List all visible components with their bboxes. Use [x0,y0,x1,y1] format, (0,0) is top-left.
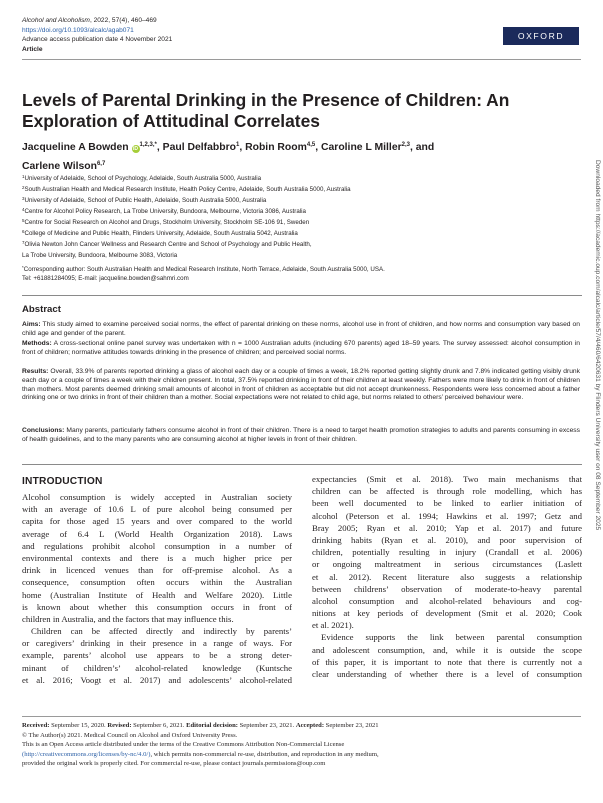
corresponding-address: Corresponding author: South Australian Health and Medical Research Institute, North Terrace, Adelaide, South Australia 5000, USA. [23,266,385,273]
text-line: drinking habits (Ryan et al. 2010), and poor supervision of [312,534,582,545]
methods-text: A cross-sectional online panel survey was undertaken with n = 1000 Australian adults (including 670 parents) aged 18–59 years. The survey assessed: alcohol consumption in front of children; normative attitudes towards drinking in the presence of children; and perceived social norms. [22,340,580,356]
affiliation [22,238,567,249]
methods-label: Methods: [22,340,52,347]
text-line: and regulations prohibit alcohol consumption in a number of [22,540,292,551]
affiliation-text: La Trobe University, Bundoora, Melbourne 3083, Victoria [22,252,178,259]
author-affiliation-marker: 6,7 [96,161,106,167]
text-line: children, potentially resulting in injury (Crandall et al. 2006) [312,547,582,558]
affiliation [22,172,567,183]
corresponding-contact: Tel: +61881284095; E-mail: jacqueline.bowden@sahmri.com [22,275,189,282]
text-line: Alcohol consumption is widely accepted in Australian society [22,492,292,502]
text-line: average of 6.4 L (World Health Organization 2018). Laws [22,528,292,539]
text-line: Bray 2005; Ryan et al. 2010; Yap et al. 2017) and future [312,522,582,533]
abstract-results [22,368,580,403]
asterisk-marker: * [22,265,24,270]
text-line: expectancies (Smit et al. 2018). Two main mechanisms that [312,474,582,484]
affiliation-number: 6 [22,229,25,234]
body-column-right [312,473,582,680]
affiliation-text: Centre for Alcohol Policy Research, La Trobe University, Bundoora, Melbourne, Victoria 3086, Australia [24,208,306,215]
journal-citation: , 2022, 57(4), 460–469 [89,17,157,24]
header-divider [22,59,581,60]
article-title: Levels of Parental Drinking in the Presence of Children: An Exploration of Attitudinal Correlates [22,90,510,131]
affiliation [22,249,567,260]
journal-header [22,16,492,54]
author-affiliation-marker: 1 [235,142,240,148]
text-line: alcohol (Peterson et al. 1994; Hawkins et al. 1997; Getz and [312,510,582,521]
text-line: et al. 2012). Recent literature also suggests a relationship [312,571,582,582]
revised-date: September 6, 2021. [131,722,187,729]
text-line: home (Australian Institute of Health and Welfare 2020). Little [22,589,292,600]
text-line: and adolescent consumption, and, while it is outside the scope [312,644,582,655]
text-line: environmental contexts and there is a much higher price per [22,552,292,563]
copyright-line: © The Author(s) 2021. Medical Council on Alcohol and Oxford University Press. [22,731,238,739]
text-line: children in Australia, and the factors that may influence this. [22,613,234,624]
license-line [22,750,581,760]
affiliation-number: 5 [22,218,25,223]
affiliation-text: University of Adelaide, School of Psychology, Adelaide, South Australia 5000, Australia [24,175,262,182]
abstract-box [22,295,582,465]
download-watermark [592,160,602,600]
author-affiliation-marker: 1,2,3,* [139,142,157,148]
text-line: children can be affected is through role modelling, which has [312,486,582,497]
article-footer [22,721,581,769]
affiliation-number: 4 [22,207,25,212]
author-affiliation-marker: 4,5 [306,142,316,148]
abstract-aims [22,321,580,339]
abstract-conclusions [22,427,580,445]
text-line: clear understanding of whether there is a level of consumption [312,669,582,679]
text-line: example, parents’ alcohol use appears to be a strong deter- [22,650,292,661]
author-affiliation-marker: 2,3 [401,142,410,148]
license-line: This is an Open Access article distributed under the terms of the Creative Commons Attribution Non-Commercial License [22,741,345,749]
body-column-left [22,491,292,686]
affiliation [22,194,567,205]
affiliation [22,216,567,227]
orcid-icon[interactable]: iD [133,146,139,152]
revised-label: Revised: [107,722,132,729]
accepted-date: September 23, 2021 [324,722,379,729]
text-line: alcohol consumption and alcohol-related behaviours and cog- [312,595,582,606]
affiliation [22,227,567,238]
affiliation-text: Olivia Newton John Cancer Wellness and Research Centre and School of Psychology and Public Health, [24,241,312,248]
accepted-label: Accepted: [295,722,325,729]
affiliation [22,205,567,216]
text-line: between childrens’ observation of moderate-to-heavy parental [312,583,582,594]
text-line: Evidence supports the link between parental consumption [321,632,582,643]
affiliation-number: 1 [22,174,25,179]
article-type: Article [22,45,43,53]
affiliation-number: 2 [22,185,25,190]
abstract-heading: Abstract [22,304,61,315]
results-label: Results: [22,368,49,375]
doi-link[interactable]: https://doi.org/10.1093/alcalc/agab071 [22,26,134,34]
author-name[interactable]: Robin Room [245,142,307,153]
author-list: Jacqueline A Bowden $iD^{1,2,3,*}$, Paul Delfabbro$^1$, Robin Room$^{4,5}$, Caroline L Miller$^{2,3}$, and Carlene Wilson$^{6,7}$ [22,142,435,172]
text-line: or caregivers’ drinking in their presence in a range of ways. For [22,638,292,649]
author-name[interactable]: Caroline L Miller [321,142,402,153]
text-line: nitions at key periods of development (Smit et al. 2020; Cook [312,608,582,619]
text-line: drink in licenced venues than for off-premise alcohol. As a [22,565,292,576]
received-date: September 15, 2020. [49,722,108,729]
aims-label: Aims: [22,321,41,328]
text-line: capita for those aged 15 years and over compared to the world [22,516,292,527]
affiliation [22,183,567,194]
received-label: Received: [22,722,50,729]
text-line: is known about whether this consumption occurs in front of [22,601,292,612]
affiliation-number: 3 [22,196,25,201]
text-line: or ongoing maltreatment in serious circumstances (Laslett [312,559,582,570]
corresponding-author [22,263,567,283]
text-line: with an average of 10.6 L of pure alcohol being consumed per [22,504,292,515]
affiliation-number: 7 [22,240,25,245]
oxford-logo: OXFORD [503,27,579,45]
download-note: Downloaded from https://academic.oup.com/alcalc/article/57/4/460/6420631 by Flinders University user on 08 September 2025 [594,160,601,531]
conclusions-label: Conclusions: [22,427,65,434]
author-name[interactable]: Paul Delfabbro [162,142,236,153]
text-line: Children can be affected directly and indirectly by parents’ [31,626,292,637]
decision-label: Editorial decision: [186,722,238,729]
affiliation-list [22,172,567,260]
affiliation-text: College of Medicine and Public Health, Flinders University, Adelaide, South Australia 5042, Australia [24,230,298,237]
results-text: Overall, 33.9% of parents reported drinking a glass of alcohol each day or a couple of times a week, 18.2% reported getting slightly drunk and 7.8% indicated getting visibly drunk each day or a couple of times a week with their children present. In total, 37.5% reported drinking in front of their children at least weekly. Fathers were more likely to drink in front of children than mothers. Most parents deemed drinking small amounts of alcohol in front of children as acceptable but did not accept drunkenness. Respondents were less concerned about a father drinking one or two drinks in front of their children than a mother. Social expectations were not related to child age, but norms related to others’ perceived behaviour were. [22,368,580,402]
affiliation-text: Centre for Social Research on Alcohol and Drugs, Stockholm University, Stockholm SE-106 91, Sweden [24,219,310,226]
journal-name: Alcohol and Alcoholism [22,17,90,24]
text-line: been well documented to be linked to earlier initiation of [312,498,582,509]
license-line: provided the original work is properly cited. For commercial re-use, please contact journals.permissions@oup.com [22,760,326,768]
author-name[interactable]: Jacqueline A Bowden [22,142,129,153]
abstract-methods [22,340,580,358]
text-line: minant of children’s’ alcohol-related knowledge (Kuntsche [22,662,292,673]
publication-note: Advance access publication date 4 November 2021 [22,36,173,44]
decision-date: September 23, 2021. [237,722,296,729]
aims-text: This study aimed to examine perceived social norms, the effect of parental drinking on these norms, alcohol use in front of children, and how norms and consumption vary based on child age and gender of the parent. [22,321,580,337]
license-text: , which permits non-commercial re-use, distribution, and reproduction in any medium, [150,750,379,758]
author-name[interactable]: Carlene Wilson [22,161,97,172]
text-line: of this paper, it is important to note that there is currently not a [312,656,582,667]
license-link[interactable]: (http://creativecommons.org/licenses/by-nc/4.0/) [22,750,151,758]
affiliation-text: University of Adelaide, School of Public Health, Adelaide, South Australia 5000, Australia [24,197,267,204]
section-heading: INTRODUCTION [22,476,103,487]
text-line: et al. 2021). [312,620,354,631]
footer-divider [22,716,581,717]
conclusions-text: Many parents, particularly fathers consume alcohol in front of their children. There is a need to target health promotion strategies to adults and parents consuming in excess of health guidelines, and to the many parents who are consuming alcohol at higher levels in front of their children. [22,427,580,443]
affiliation-text: South Australian Health and Medical Research Institute, Health Policy Centre, Adelaide, South Australia 5000, Australia [24,186,351,193]
text-line: et al. 2016; Voogt et al. 2017) and adolescents’ alcohol-related [22,674,292,685]
history-dates [22,721,581,731]
text-line: consequence, consumption often occurs within the Australian [22,577,292,588]
